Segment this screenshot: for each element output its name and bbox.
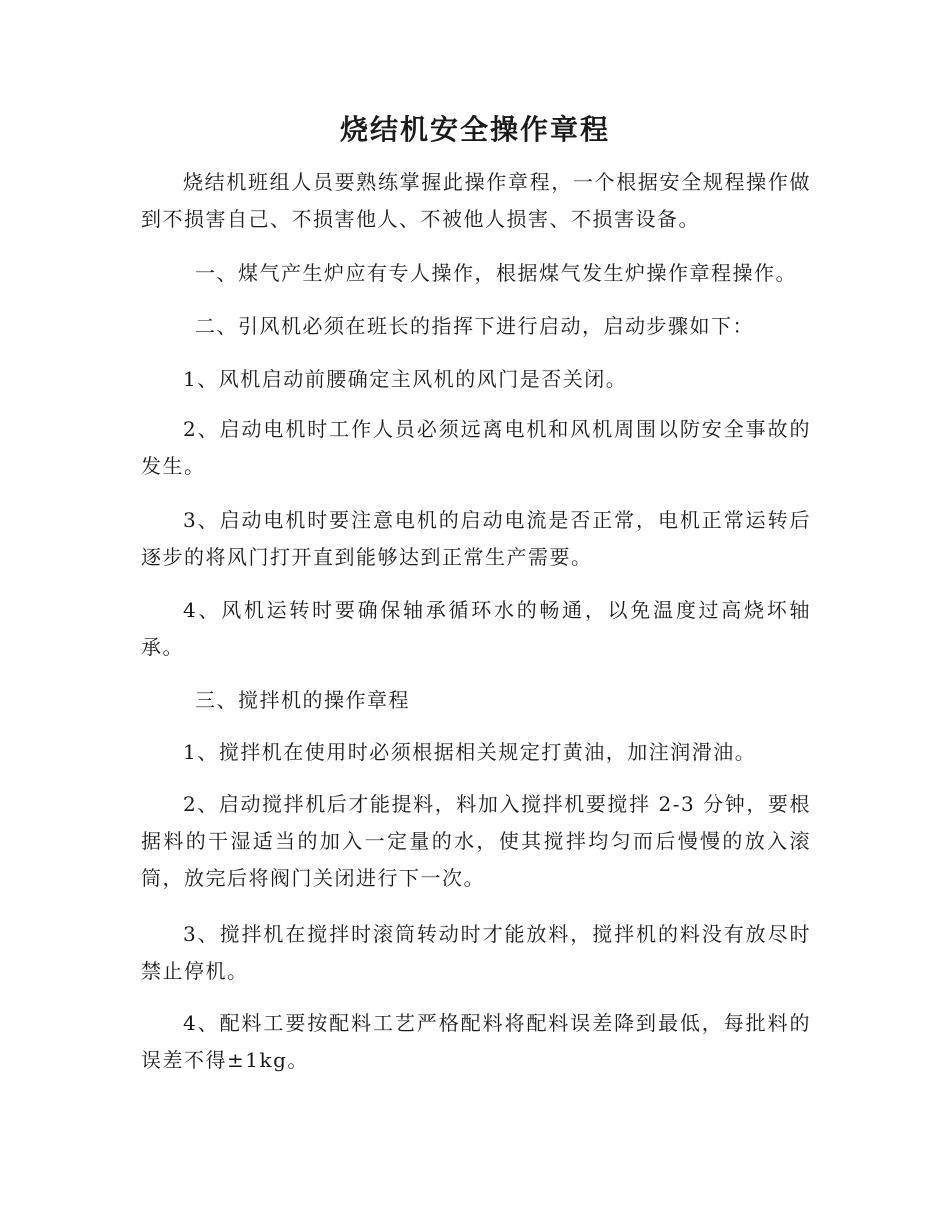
section-2-item-4: 4、风机运转时要确保轴承循环水的畅通，以免温度过高烧坏轴承。 (141, 598, 811, 659)
section-1-heading: 一、煤气产生炉应有专人操作，根据煤气发生炉操作章程操作。 (195, 261, 797, 285)
section-2-heading: 二、引风机必须在班长的指挥下进行启动，启动步骤如下： (195, 314, 754, 338)
section-3-item-1: 1、搅拌机在使用时必须根据相关规定打黄油，加注润滑油。 (183, 740, 757, 764)
section-3-item-2: 2、启动搅拌机后才能提料，料加入搅拌机要搅拌 2-3 分钟，要根据料的干湿适当的加入一定量的水，使其搅拌均匀而后慢慢的放入滚筒，放完后将阀门关闭进行下一次。 (141, 792, 811, 890)
section-2-item-1: 1、风机启动前腰确定主风机的风门是否关闭。 (183, 367, 628, 391)
section-3-heading: 三、搅拌机的操作章程 (195, 688, 410, 712)
section-3-item-4: 4、配料工要按配料工艺严格配料将配料误差降到最低，每批料的误差不得±1kg。 (141, 1011, 811, 1072)
section-2-item-3: 3、启动电机时要注意电机的启动电流是否正常，电机正常运转后逐步的将风门打开直到能够达到正常生产需要。 (141, 508, 811, 569)
section-2-item-2: 2、启动电机时工作人员必须远离电机和风机周围以防安全事故的发生。 (141, 417, 811, 478)
document-title: 烧结机安全操作章程 (339, 113, 610, 146)
intro-paragraph: 烧结机班组人员要熟练掌握此操作章程，一个根据安全规程操作做到不损害自己、不损害他人、不被他人损害、不损害设备。 (141, 170, 811, 231)
section-3-item-3: 3、搅拌机在搅拌时滚筒转动时才能放料，搅拌机的料没有放尽时禁止停机。 (141, 922, 811, 983)
